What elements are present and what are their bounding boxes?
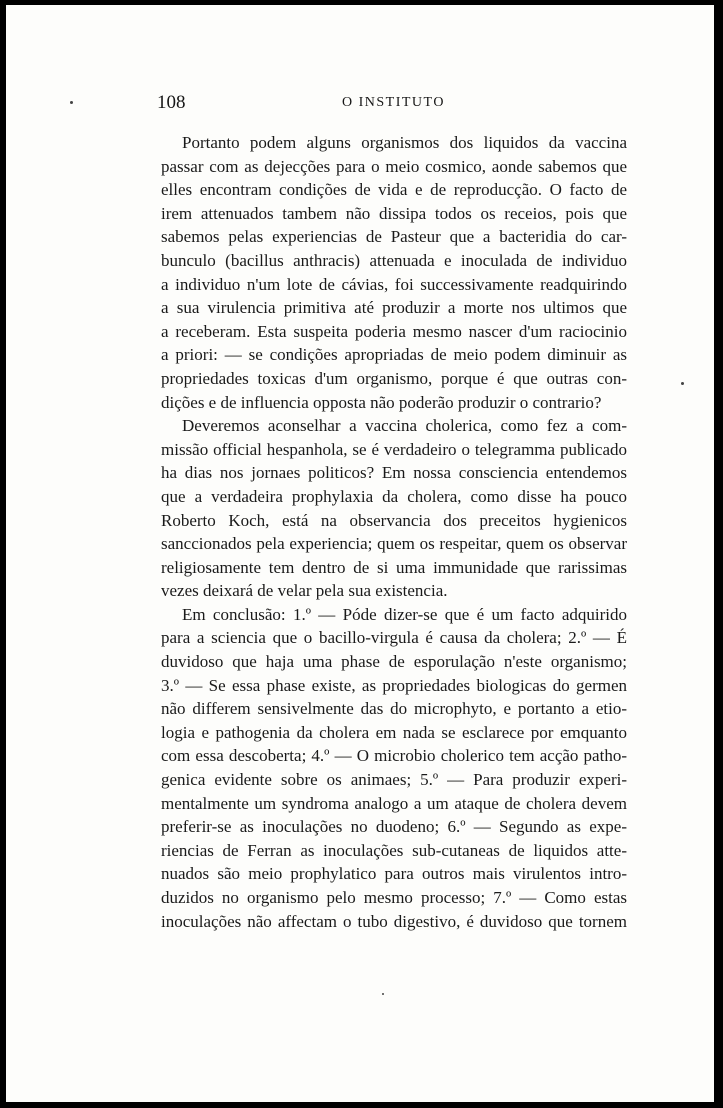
text-line: a priori: — se condições apropriadas de meio podem diminuir as [161,345,627,365]
text-line: preferir-se as inoculações no duodeno; 6.º — Segundo as expe- [161,817,627,837]
text-line: propriedades toxicas d'um organismo, porque é que outras con- [161,368,627,388]
text-line: ha dias nos jornaes politicos? Em nossa consciencia entendemos [161,463,627,483]
text-line: Em conclusão: 1.º — Póde dizer-se que é um facto adquirido [182,604,627,624]
text-line: irem attenuados tambem não dissipa todos os receios, pois que [161,203,627,223]
text-line: 3.º — Se essa phase existe, as propriedades biologicas do germen [161,675,627,695]
text-line: a receberam. Esta suspeita poderia mesmo nascer d'um raciocinio [161,321,627,341]
page-header [157,92,627,122]
text-line: genica evidente sobre os animaes; 5.º — Para produzir experi- [161,770,627,790]
book-page [6,5,714,1102]
text-line: Roberto Koch, está na observancia dos preceitos hygienicos [161,510,627,530]
paragraph [161,131,627,414]
paper-speck [681,382,684,385]
text-line: sabemos pelas experiencias de Pasteur que a bacteridia do car- [161,227,627,247]
text-line: para a sciencia que o bacillo-virgula é causa da cholera; 2.º — É [161,628,627,648]
text-line: sanccionados pela experiencia; quem os respeitar, quem os observar [161,534,627,554]
text-line: duzidos no organismo pelo mesmo processo; 7.º — Como estas [161,888,627,907]
text-line: bunculo (bacillus anthracis) attenuada e inoculada de individuo [161,250,627,270]
text-line: elles encontram condições de vida e de reproducção. O facto de [161,180,627,200]
paragraph [161,603,627,933]
text-line: logia e pathogenia da cholera em nada se esclarece por emquanto [161,722,627,742]
text-line: Portanto podem alguns organismos dos liquidos da vaccina [182,133,627,152]
text-line: a individuo n'um lote de cávias, foi successivamente readquirindo [161,274,627,294]
text-line: religiosamente tem dentro de si uma immunidade que rarissimas [161,557,627,577]
text-line: nuados são meio prophylatico para outros mais virulentos intro- [161,864,627,884]
text-line: não differem sensivelmente das do microphyto, e portanto a etio- [161,699,627,719]
text-line: duvidoso que haja uma phase de esporulação n'este organismo; [161,652,627,672]
body-text [161,131,627,933]
text-line: a sua virulencia primitiva até produzir a morte nos ultimos que [161,298,627,318]
running-title: O INSTITUTO [342,95,445,110]
text-line: que a verdadeira prophylaxia da cholera, como disse ha pouco [161,486,627,506]
paper-speck [70,101,73,104]
text-line: com essa descoberta; 4.º — O microbio cholerico tem acção patho- [161,746,627,766]
text-line: riencias de Ferran as inoculações sub-cutaneas de liquidos atte- [161,840,627,860]
paragraph [161,414,627,603]
text-line: inoculações não affectam o tubo digestivo, é duvidoso que tornem [161,911,627,931]
text-line: Deveremos aconselhar a vaccina cholerica, como fez a com- [182,416,627,436]
text-line: dições e de influencia opposta não poderão produzir o contrario? [161,392,602,412]
text-line: vezes deixará de velar pela sua existencia. [161,581,448,601]
paper-speck [382,993,384,995]
text-line: mentalmente um syndroma analogo a um ataque de cholera devem [161,793,627,813]
text-line: passar com as dejecções para o meio cosmico, aonde sabemos que [161,156,627,176]
text-line: missão official hespanhola, se é verdadeiro o telegramma publicado [161,439,627,459]
page-number: 108 [157,92,186,113]
